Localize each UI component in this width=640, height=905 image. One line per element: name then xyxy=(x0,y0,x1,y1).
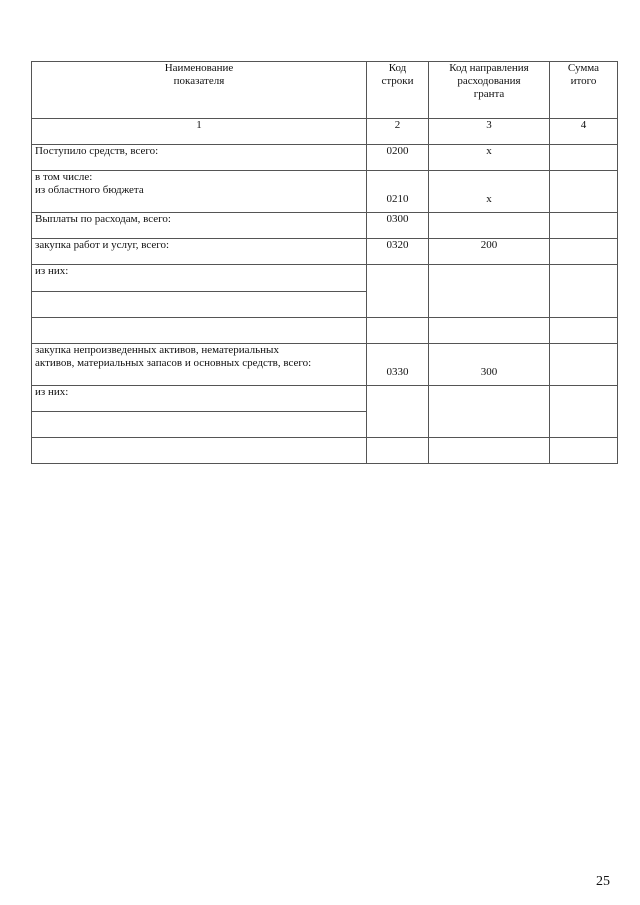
row-total xyxy=(550,239,618,265)
row-direction-code: 200 xyxy=(429,239,550,265)
row-total xyxy=(550,438,618,464)
row-direction-code xyxy=(429,265,550,318)
table-row xyxy=(32,213,618,239)
row-code: 0300 xyxy=(367,213,429,239)
row-name: Выплаты по расходам, всего: xyxy=(32,213,367,239)
column-number: 3 xyxy=(429,119,550,145)
table-header-row xyxy=(32,62,618,119)
row-direction-code xyxy=(429,213,550,239)
row-total xyxy=(550,145,618,171)
header-direction-cell: Код направления расходования гранта xyxy=(429,62,550,119)
row-total xyxy=(550,318,618,344)
table-row xyxy=(32,318,618,344)
table-row xyxy=(32,344,618,386)
table-row xyxy=(32,239,618,265)
row-name: из них: xyxy=(32,386,367,412)
row-code xyxy=(367,386,429,438)
table-row xyxy=(32,145,618,171)
row-total xyxy=(550,386,618,438)
row-code: 0200 xyxy=(367,145,429,171)
row-total xyxy=(550,171,618,213)
header-total-cell: Сумма итого xyxy=(550,62,618,119)
row-code xyxy=(367,438,429,464)
header-code-cell: Код строки xyxy=(367,62,429,119)
row-direction-code xyxy=(429,386,550,438)
row-name xyxy=(32,438,367,464)
grant-expenditure-table xyxy=(31,61,618,464)
table-row xyxy=(32,171,618,213)
row-code xyxy=(367,318,429,344)
row-direction-code: x xyxy=(429,171,550,213)
column-number: 4 xyxy=(550,119,618,145)
row-total xyxy=(550,344,618,386)
row-total xyxy=(550,213,618,239)
table-row xyxy=(32,265,618,292)
column-number: 1 xyxy=(32,119,367,145)
row-name: из них: xyxy=(32,265,367,292)
row-name xyxy=(32,412,367,438)
row-total xyxy=(550,265,618,318)
column-number: 2 xyxy=(367,119,429,145)
row-direction-code: x xyxy=(429,145,550,171)
row-code xyxy=(367,265,429,318)
row-direction-code: 300 xyxy=(429,344,550,386)
row-name xyxy=(32,292,367,318)
row-name: Поступило средств, всего: xyxy=(32,145,367,171)
row-code: 0330 xyxy=(367,344,429,386)
row-direction-code xyxy=(429,318,550,344)
row-direction-code xyxy=(429,438,550,464)
row-name: закупка работ и услуг, всего: xyxy=(32,239,367,265)
table-row xyxy=(32,438,618,464)
column-number-row xyxy=(32,119,618,145)
header-name-cell: Наименование показателя xyxy=(32,62,367,119)
row-name xyxy=(32,318,367,344)
table-row xyxy=(32,386,618,412)
row-name: закупка непроизведенных активов, нематериальных активов, материальных запасов и основных средств, всего: xyxy=(32,344,367,386)
row-code: 0320 xyxy=(367,239,429,265)
row-code: 0210 xyxy=(367,171,429,213)
row-name: в том числе: из областного бюджета xyxy=(32,171,367,213)
page-number: 25 xyxy=(596,874,610,889)
